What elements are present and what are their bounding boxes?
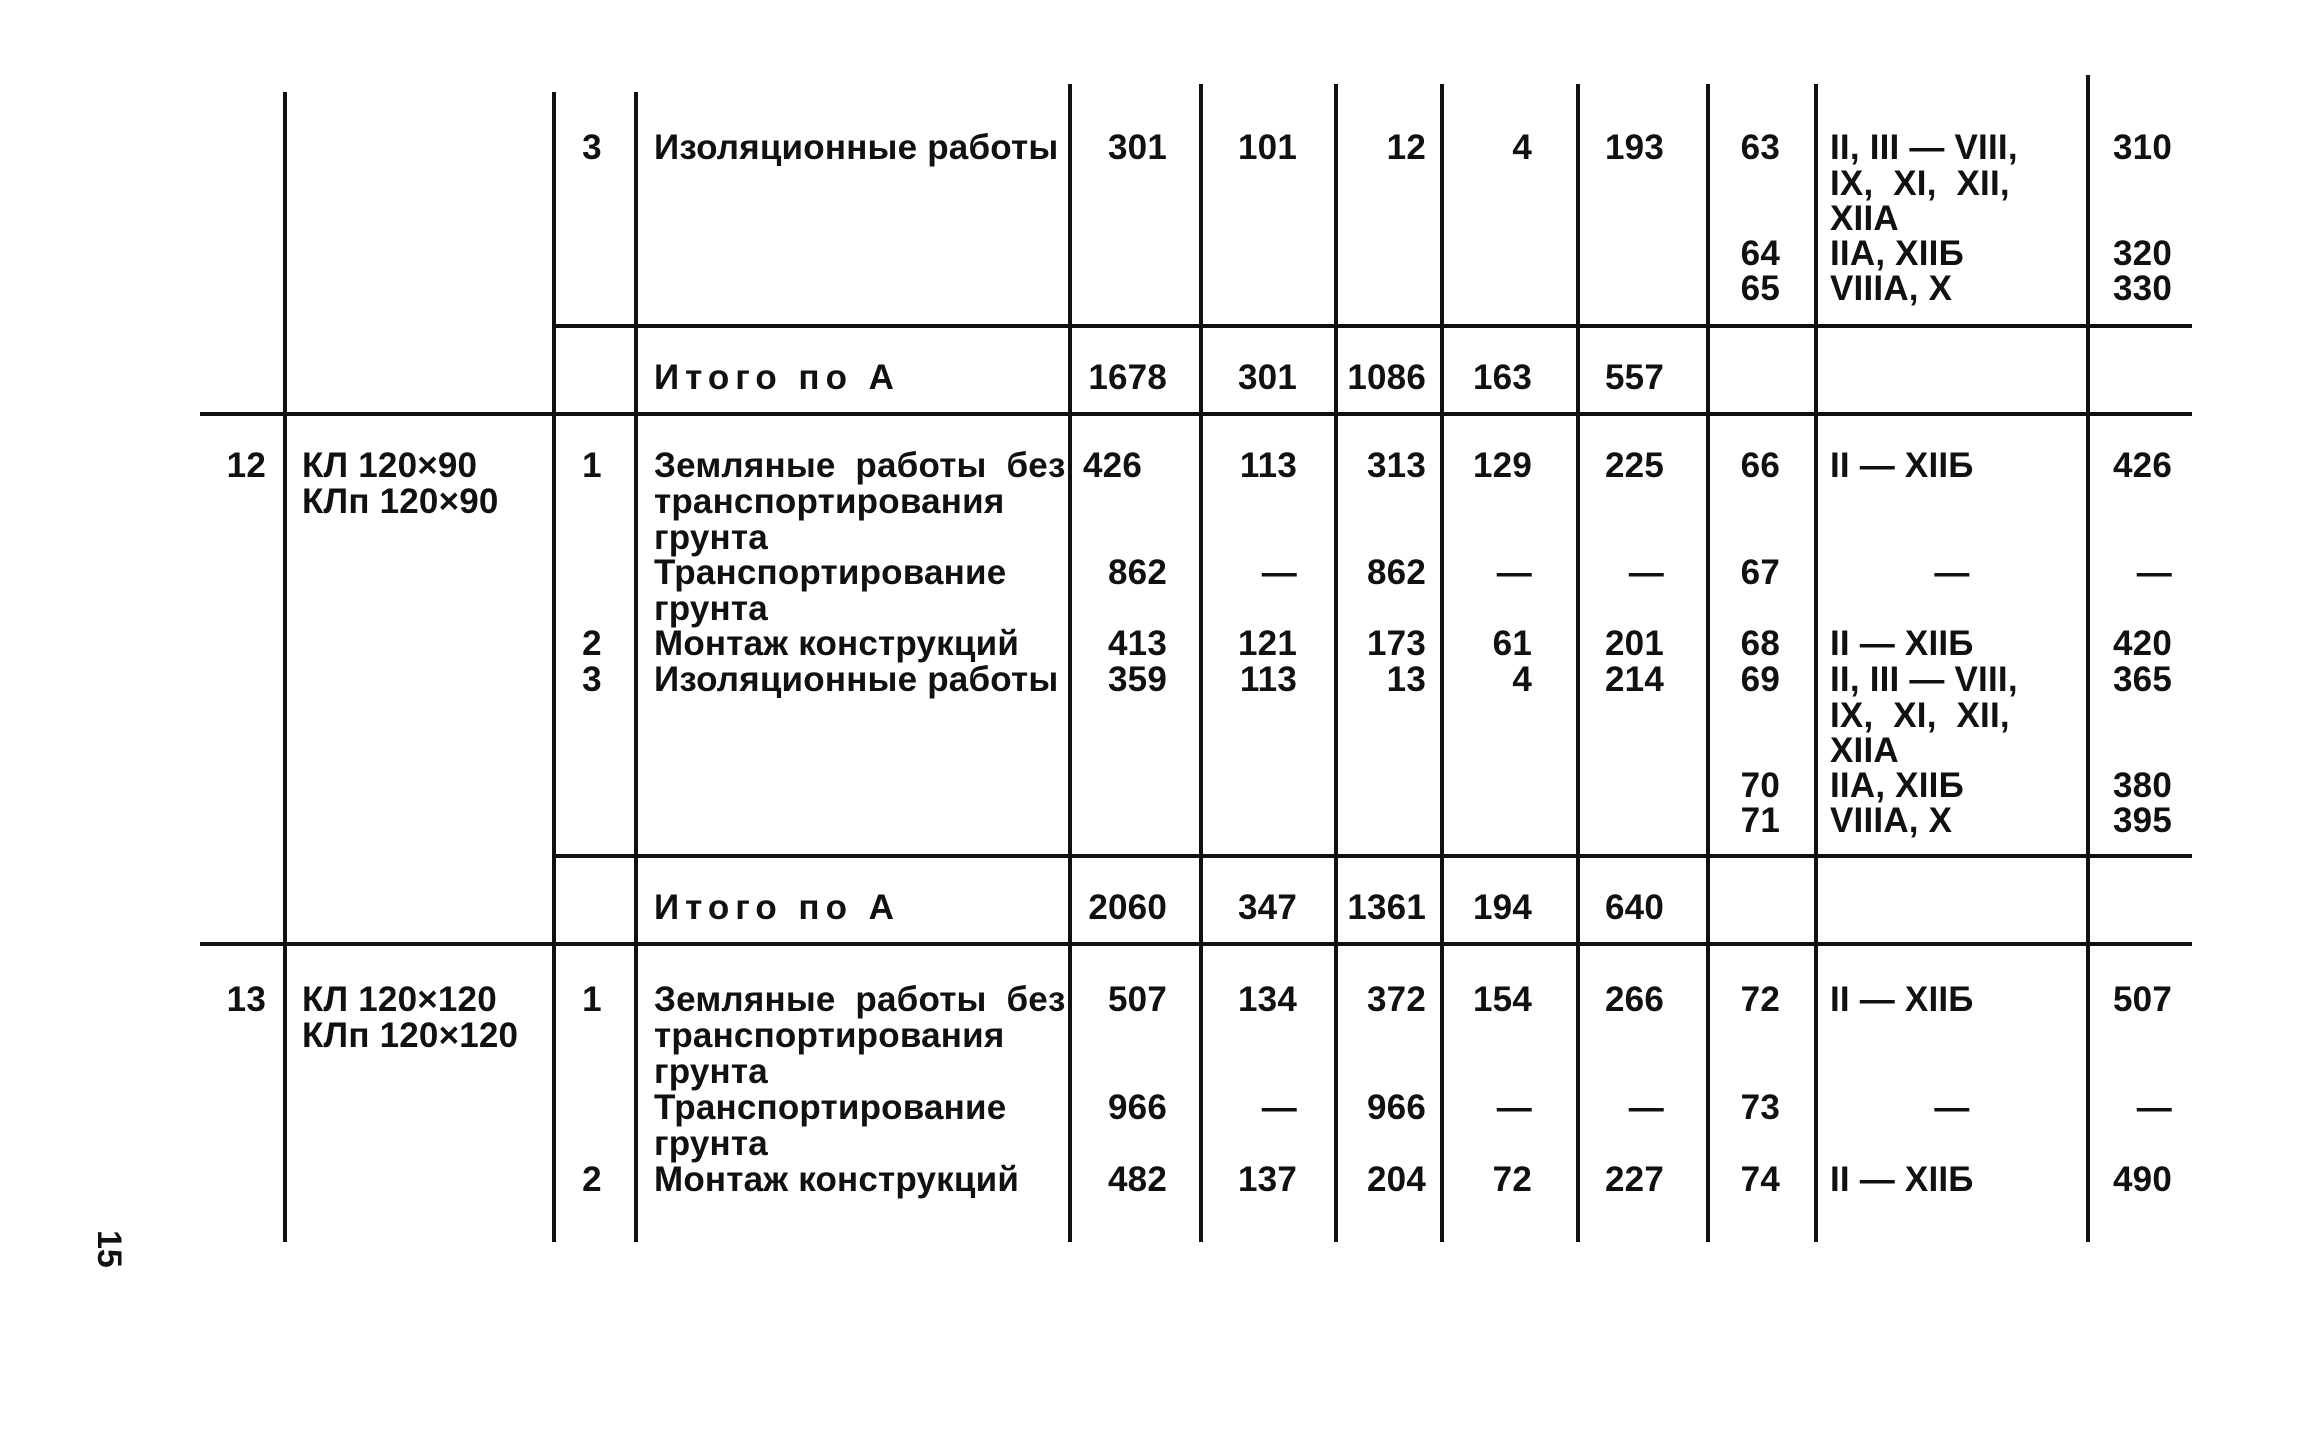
work-name: Транспортирование [654, 1088, 1007, 1127]
stage-number: 2 [582, 624, 602, 663]
cell-code: 68 [1740, 624, 1780, 663]
total-label: Итого по А [654, 358, 900, 397]
cell-code: 73 [1740, 1088, 1780, 1127]
row-rule [200, 942, 2192, 946]
cell-total: 507 [1108, 980, 1167, 1019]
cell-c5: 266 [1605, 980, 1664, 1019]
section-number: 13 [226, 980, 266, 1019]
cell-zones: — [1934, 1088, 1970, 1127]
stage-number: 2 [582, 1160, 602, 1199]
column-rule [1706, 84, 1710, 1242]
cell-code: 72 [1740, 980, 1780, 1019]
stage-number: 3 [582, 128, 602, 167]
cell-total: 359 [1108, 660, 1167, 699]
cell-zones: II — XIIБ [1830, 446, 1974, 485]
total-cell-c4: 163 [1473, 358, 1532, 397]
work-name: грунта [654, 589, 768, 628]
work-name: Изоляционные работы [654, 660, 1059, 699]
total-cell-total: 1678 [1088, 358, 1167, 397]
cell-zones: IIA, XIIБ [1830, 766, 1964, 805]
total-cell-c3: 1086 [1347, 358, 1426, 397]
cell-value: 310 [2113, 128, 2172, 167]
cell-code: 74 [1740, 1160, 1780, 1199]
column-rule [634, 92, 638, 1242]
cell-c3: 862 [1367, 553, 1426, 592]
cell-code: 67 [1740, 553, 1780, 592]
cell-zones: XIIA [1830, 731, 1899, 770]
cell-c4: — [1496, 1088, 1532, 1127]
cell-value: 426 [2113, 446, 2172, 485]
cell-c3: 966 [1367, 1088, 1426, 1127]
cell-zones: II — XIIБ [1830, 980, 1974, 1019]
work-name: Транспортирование [654, 553, 1007, 592]
cell-c4: 129 [1473, 446, 1532, 485]
work-name: транспортирования [654, 482, 1005, 521]
cell-c3: 204 [1367, 1160, 1426, 1199]
cell-value: 365 [2113, 660, 2172, 699]
cell-c3: 13 [1386, 660, 1426, 699]
work-name: транспортирования [654, 1016, 1005, 1055]
construction-type: КЛ 120×90 [302, 446, 478, 485]
cell-c5: 193 [1605, 128, 1664, 167]
cell-c2: 101 [1238, 128, 1297, 167]
cell-c2: — [1261, 553, 1297, 592]
row-rule [552, 854, 2192, 858]
cell-value: 507 [2113, 980, 2172, 1019]
cell-code: 65 [1740, 269, 1780, 308]
cell-c3: 313 [1367, 446, 1426, 485]
cell-value: 490 [2113, 1160, 2172, 1199]
total-cell-c3: 1361 [1347, 888, 1426, 927]
cell-c5: 225 [1605, 446, 1664, 485]
work-name: Изоляционные работы [654, 128, 1059, 167]
cell-value: 395 [2113, 801, 2172, 840]
row-rule [200, 412, 2192, 416]
work-name: грунта [654, 1052, 768, 1091]
cell-value: 330 [2113, 269, 2172, 308]
cell-c4: 61 [1492, 624, 1532, 663]
cell-zones: II — XIIБ [1830, 1160, 1974, 1199]
cell-zones: II — XIIБ [1830, 624, 1974, 663]
cell-c3: 173 [1367, 624, 1426, 663]
cell-zones: IX, XI, XII, [1830, 164, 2010, 203]
column-rule [1334, 84, 1338, 1242]
total-label: Итого по А [654, 888, 900, 927]
column-rule [1068, 84, 1072, 1242]
cell-code: 70 [1740, 766, 1780, 805]
cell-c2: 113 [1239, 660, 1297, 699]
work-name: Монтаж конструкций [654, 1160, 1020, 1199]
cell-c2: 113 [1239, 446, 1297, 485]
page-number: 15 [90, 1230, 128, 1268]
cell-zones: IIA, XIIБ [1830, 234, 1964, 273]
cell-c5: 214 [1605, 660, 1664, 699]
total-cell-c2: 347 [1238, 888, 1297, 927]
cell-value: 380 [2113, 766, 2172, 805]
cell-c4: — [1496, 553, 1532, 592]
section-number: 12 [226, 446, 266, 485]
row-rule [552, 324, 2192, 328]
cell-value: — [2136, 1088, 2172, 1127]
work-name: Земляные работы без [654, 446, 1066, 485]
stage-number: 3 [582, 660, 602, 699]
cell-c4: 154 [1473, 980, 1532, 1019]
cell-code: 71 [1740, 801, 1780, 840]
construction-type: КЛп 120×90 [302, 482, 499, 521]
work-name: грунта [654, 518, 768, 557]
cell-c2: 137 [1238, 1160, 1297, 1199]
cell-code: 64 [1740, 234, 1780, 273]
stage-number: 1 [582, 980, 602, 1019]
cell-zones: XIIA [1830, 199, 1899, 238]
construction-type: КЛ 120×120 [302, 980, 497, 1019]
cell-total: 966 [1108, 1088, 1167, 1127]
work-name: грунта [654, 1124, 768, 1163]
cell-c4: 4 [1512, 128, 1532, 167]
construction-type: КЛп 120×120 [302, 1016, 519, 1055]
cell-c4: 72 [1492, 1160, 1532, 1199]
column-rule [1576, 84, 1580, 1242]
cell-zones: II, III — VIII, [1830, 128, 2018, 167]
work-name: Монтаж конструкций [654, 624, 1020, 663]
cell-total: 413 [1108, 624, 1167, 663]
cell-total: 862 [1108, 553, 1167, 592]
cell-c2: 134 [1238, 980, 1297, 1019]
cell-zones: IX, XI, XII, [1830, 696, 2010, 735]
cell-total: 482 [1108, 1160, 1167, 1199]
cell-code: 69 [1740, 660, 1780, 699]
column-rule [2086, 75, 2090, 1242]
total-cell-c5: 640 [1605, 888, 1664, 927]
cell-zones: — [1934, 553, 1970, 592]
total-cell-c5: 557 [1605, 358, 1664, 397]
cell-c3: 12 [1386, 128, 1426, 167]
total-cell-c4: 194 [1473, 888, 1532, 927]
cell-c4: 4 [1512, 660, 1532, 699]
column-rule [552, 92, 556, 1242]
stage-number: 1 [582, 446, 602, 485]
column-rule [1440, 84, 1444, 1242]
cell-c5: — [1628, 1088, 1664, 1127]
cell-value: 420 [2113, 624, 2172, 663]
cell-value: 320 [2113, 234, 2172, 273]
cell-code: 63 [1740, 128, 1780, 167]
cell-zones: VIIIA, X [1830, 801, 1953, 840]
total-cell-c2: 301 [1238, 358, 1297, 397]
cell-total: 426 [1083, 446, 1142, 485]
cell-value: — [2136, 553, 2172, 592]
column-rule [1199, 84, 1203, 1242]
cell-c5: — [1628, 553, 1664, 592]
cell-zones: II, III — VIII, [1830, 660, 2018, 699]
cell-c3: 372 [1367, 980, 1426, 1019]
cell-c2: — [1261, 1088, 1297, 1127]
cell-c5: 227 [1605, 1160, 1664, 1199]
work-name: Земляные работы без [654, 980, 1066, 1019]
cell-c5: 201 [1605, 624, 1664, 663]
total-cell-total: 2060 [1088, 888, 1167, 927]
cell-code: 66 [1740, 446, 1780, 485]
cell-c2: 121 [1238, 624, 1297, 663]
column-rule [1814, 84, 1818, 1242]
cell-zones: VIIIA, X [1830, 269, 1953, 308]
cell-total: 301 [1108, 128, 1167, 167]
column-rule [283, 92, 287, 1242]
